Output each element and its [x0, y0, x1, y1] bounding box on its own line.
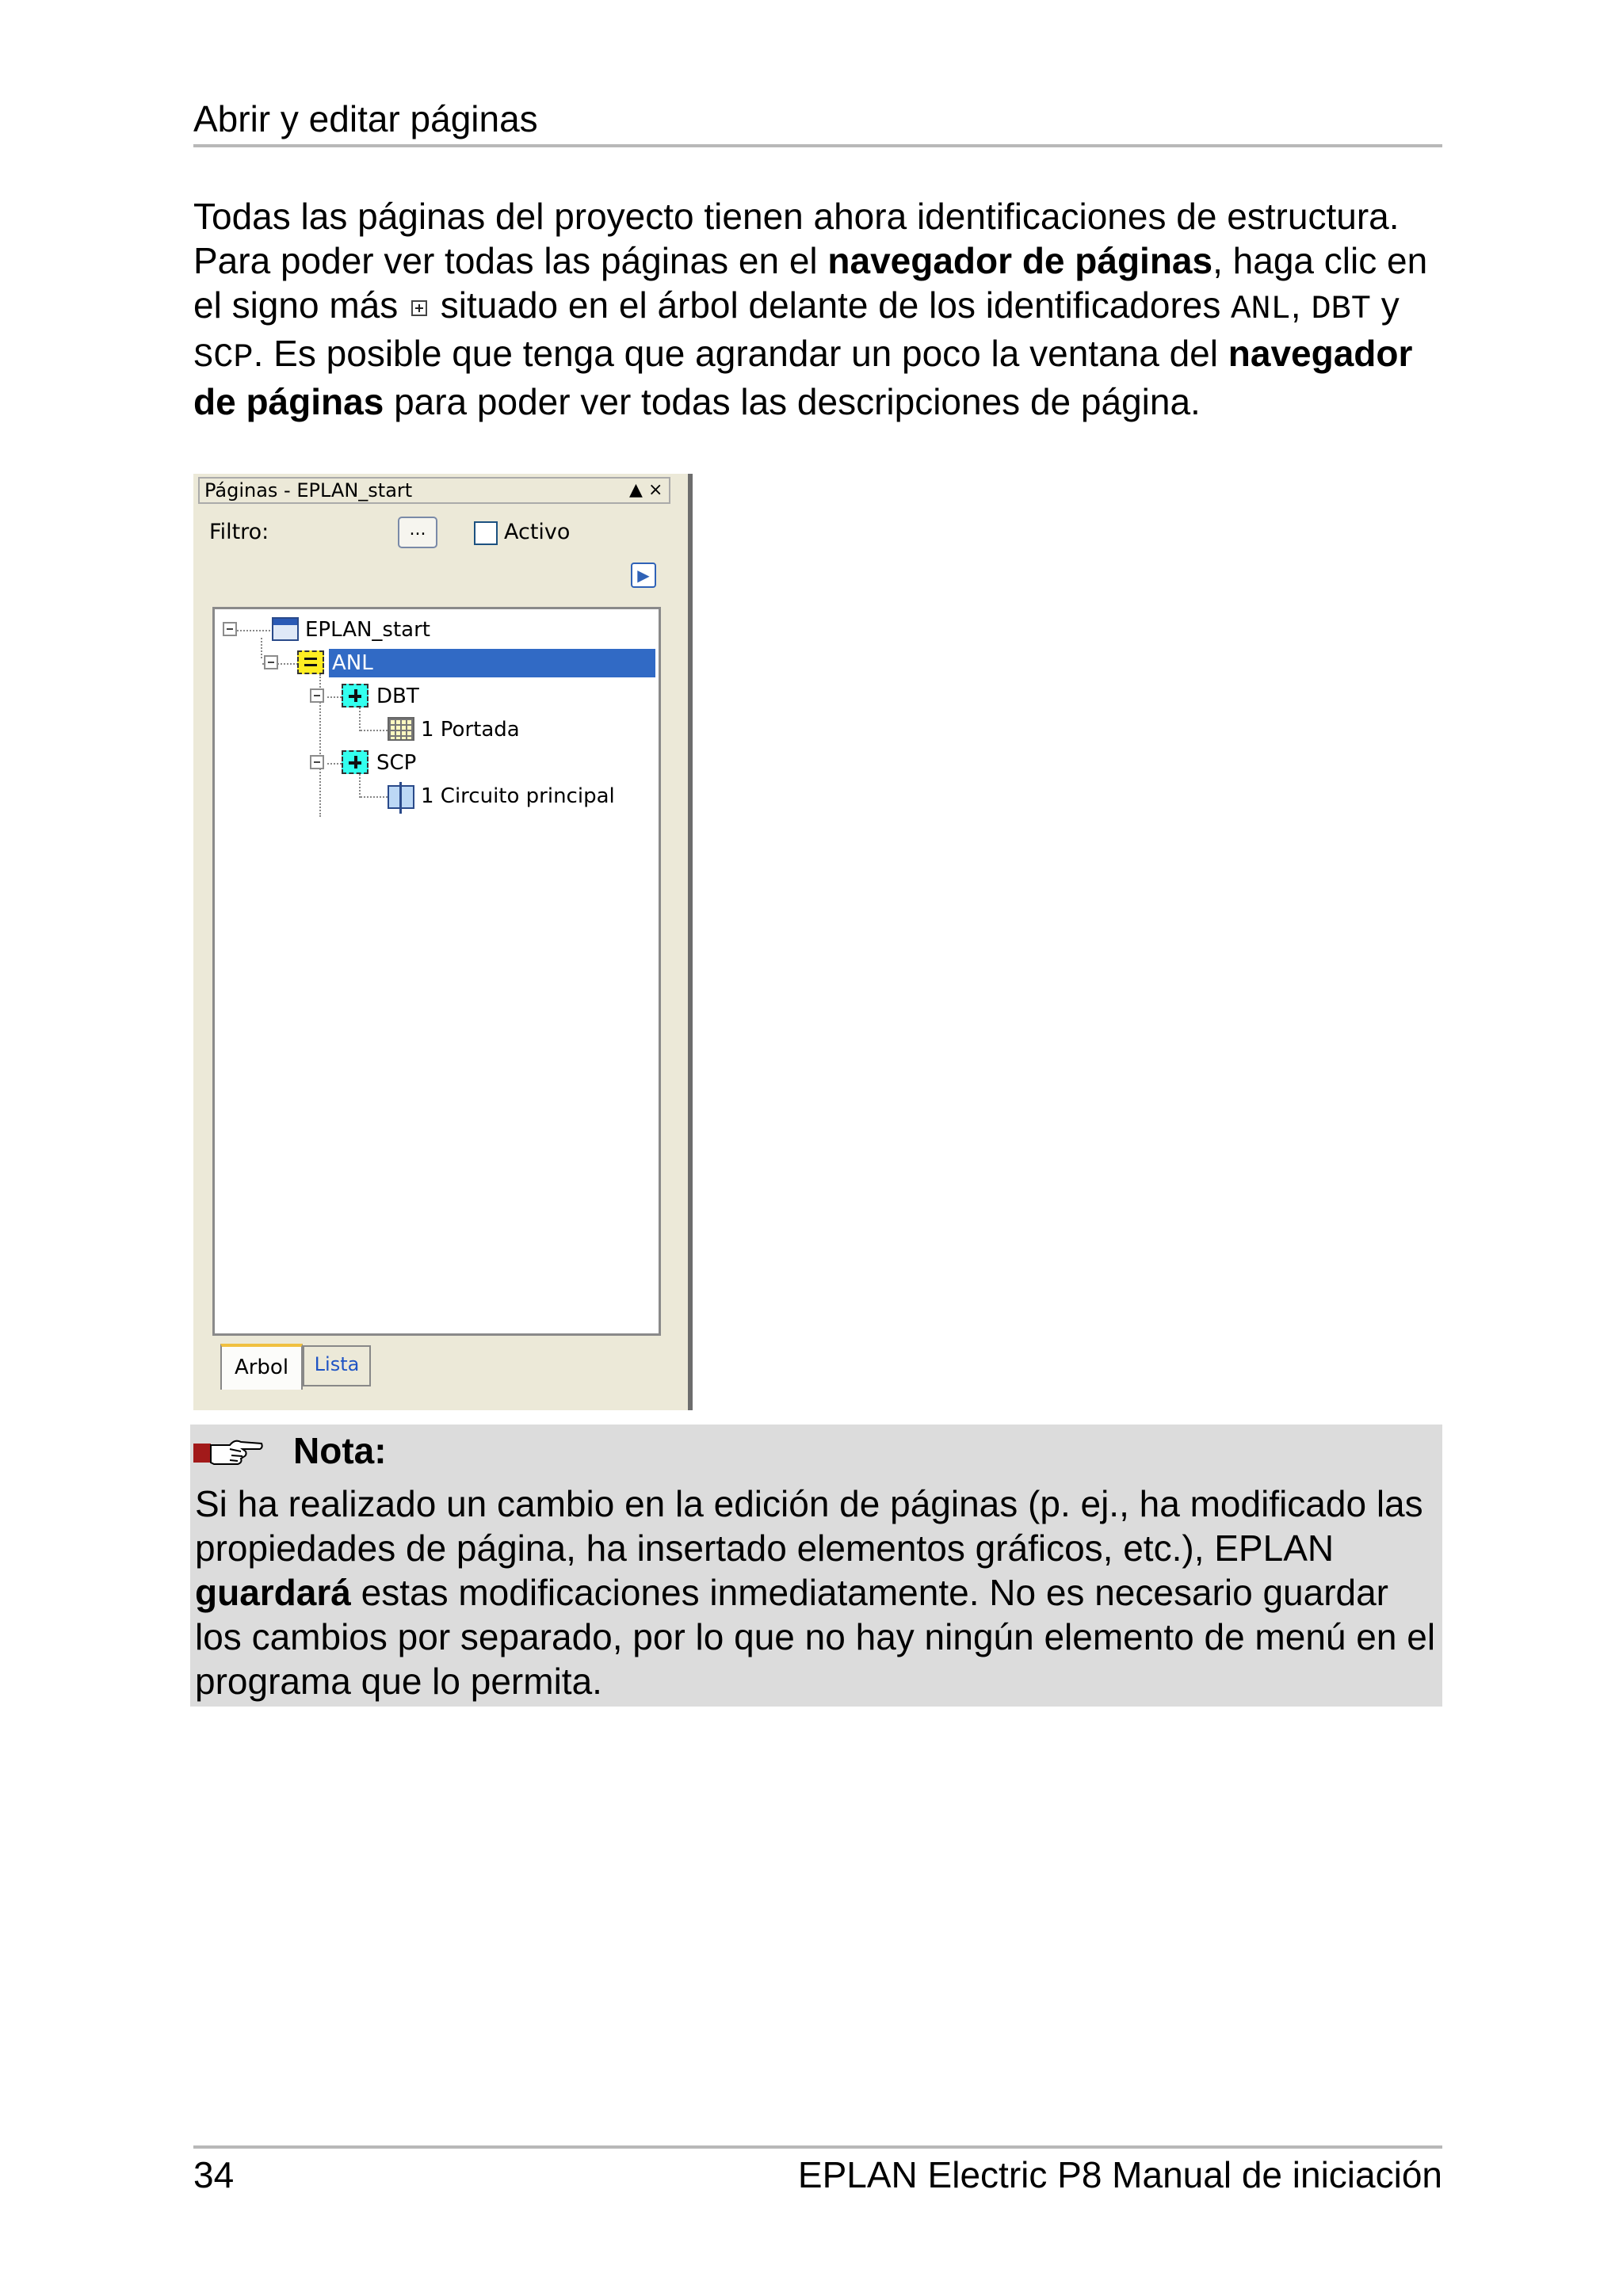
tree-item-dbt[interactable] [376, 682, 419, 711]
intro-text: Todas las páginas del proyecto tienen ahora identificaciones de estructura. Para poder ver todas las páginas en el [193, 196, 1400, 281]
window-titlebar[interactable] [198, 477, 670, 504]
note-bold-term: guardará [195, 1572, 351, 1613]
collapse-toggle-icon[interactable] [310, 688, 324, 703]
intro-bold-term: navegador de páginas [827, 240, 1213, 281]
project-icon [272, 617, 299, 641]
tree-item-scp[interactable] [376, 749, 416, 777]
tree-item-label: 1 Portada [421, 718, 520, 742]
intro-paragraph [193, 194, 1461, 424]
page-grid-icon [388, 717, 414, 741]
note-body [195, 1482, 1439, 1703]
pin-icon[interactable]: ▲ [629, 480, 643, 500]
pointing-hand-icon [193, 1436, 263, 1469]
collapse-toggle-icon[interactable] [223, 622, 237, 636]
note-title: Nota: [293, 1430, 387, 1471]
footer-divider [193, 2145, 1442, 2149]
tree-item-label: EPLAN_start [305, 618, 430, 642]
active-label: Activo [504, 520, 571, 544]
tree-item-project[interactable] [305, 616, 430, 644]
filter-button[interactable]: ... [398, 517, 437, 548]
tab-lista[interactable]: Lista [303, 1345, 371, 1386]
structure-plus-icon [342, 684, 369, 707]
tree-item-label: ANL [329, 649, 655, 677]
page-number: 34 [193, 2154, 235, 2195]
collapse-toggle-icon[interactable] [310, 755, 324, 769]
intro-text: para poder ver todas las descripciones de página. [384, 381, 1201, 422]
intro-text: , haga clic en el signo más [193, 240, 1428, 326]
window-title: Páginas - EPLAN_start [204, 479, 413, 502]
intro-text: , [1290, 284, 1312, 326]
intro-bold-term: navegador de páginas [193, 333, 1413, 422]
intro-text: . Es posible que tenga que agrandar un poco la ventana del [253, 333, 1228, 374]
tree-item-anl[interactable] [329, 649, 655, 677]
code-dbt: DBT [1311, 290, 1371, 328]
plus-sign-icon [411, 300, 427, 316]
active-checkbox[interactable] [474, 521, 498, 545]
navigate-arrow-icon[interactable]: ▶ [631, 563, 656, 588]
code-scp: SCP [193, 338, 254, 376]
page-tree[interactable] [212, 607, 661, 1336]
filter-label: Filtro: [209, 520, 269, 544]
footer-title: EPLAN Electric P8 Manual de iniciación [797, 2154, 1442, 2195]
tree-item-label: 1 Circuito principal [421, 784, 615, 808]
note-box [190, 1425, 1442, 1707]
intro-text: situado en el árbol delante de los identificadores [430, 284, 1232, 326]
structure-plus-icon [342, 750, 369, 774]
schematic-page-icon [388, 785, 414, 809]
tab-arbol[interactable]: Arbol [220, 1344, 303, 1390]
tree-item-circuito[interactable] [421, 782, 615, 810]
structure-equal-icon [297, 650, 324, 674]
code-anl: ANL [1231, 290, 1291, 328]
collapse-toggle-icon[interactable] [264, 655, 278, 669]
note-text: Si ha realizado un cambio en la edición de páginas (p. ej., ha modificado las propiedades de página, ha insertado elementos gráficos, etc.), EPLAN [195, 1483, 1423, 1569]
intro-text: y [1370, 284, 1400, 326]
tree-item-portada[interactable] [421, 715, 520, 744]
header-divider [193, 144, 1442, 147]
close-icon[interactable]: × [648, 480, 663, 500]
page-header-title: Abrir y editar páginas [193, 98, 538, 139]
page-navigator-window [193, 474, 693, 1410]
note-text: estas modificaciones inmediatamente. No es necesario guardar los cambios por separado, por lo que no hay ningún elemento de menú en el programa que lo permita. [195, 1572, 1436, 1702]
tree-item-label: SCP [376, 751, 417, 775]
tree-item-label: DBT [376, 685, 419, 708]
